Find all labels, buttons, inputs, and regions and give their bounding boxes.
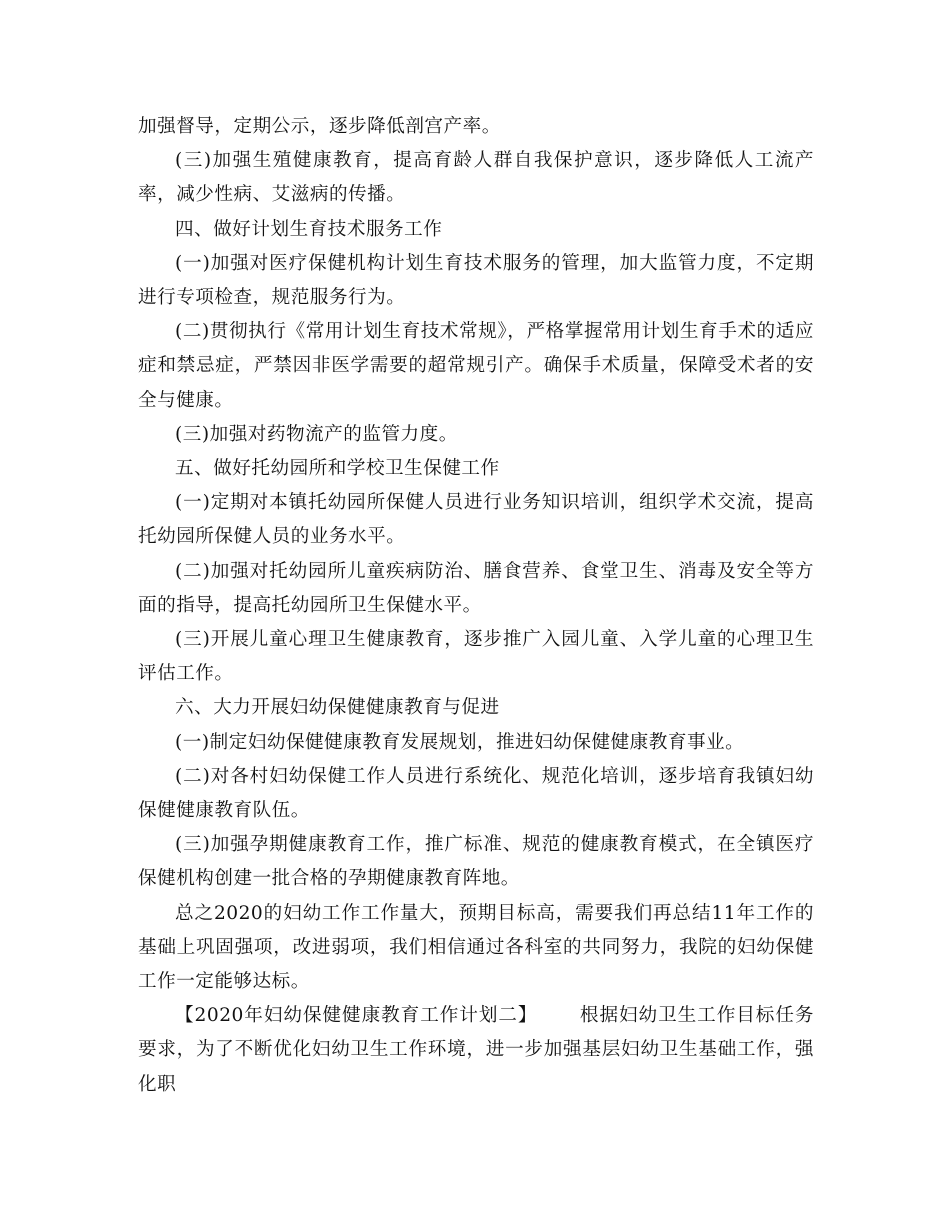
- paragraph-6-3: (三)加强孕期健康教育工作，推广标准、规范的健康教育模式，在全镇医疗保健机构创建一批合格的孕期健康教育阵地。: [138, 834, 814, 890]
- paragraph-6-2: (二)对各村妇幼保健工作人员进行系统化、规范化培训，逐步培育我镇妇幼保健健康教育队伍。: [138, 765, 814, 822]
- paragraph-5-3: (三)开展儿童心理卫生健康教育，逐步推广入园儿童、入学儿童的心理卫生评估工作。: [138, 629, 814, 685]
- plan-two-paragraph: [138, 999, 814, 1102]
- paragraph-1: 加强督导，定期公示，逐步降低剖宫产率。: [138, 116, 501, 137]
- section-heading-5: 五、做好托幼园所和学校卫生保健工作: [175, 458, 500, 480]
- document-page: [138, 110, 814, 1102]
- summary-paragraph: 总之2020的妇幼工作工作量大，预期目标高，需要我们再总结11年工作的基础上巩固强项，改进弱项，我们相信通过各科室的共同努力，我院的妇幼保健工作一定能够达标。: [138, 902, 814, 993]
- plan-two-body: 根据妇幼卫生工作目标任务要求，为了不断优化妇幼卫生工作环境，进一步加强基层妇幼卫生基础工作，强化职: [138, 1005, 814, 1095]
- paragraph-4-3: (三)加强对药物流产的监管力度。: [175, 423, 458, 445]
- section-heading-6: 六、大力开展妇幼保健健康教育与促进: [175, 697, 500, 719]
- paragraph-5-2: (二)加强对托幼园所儿童疾病防治、膳食营养、食堂卫生、消毒及安全等方面的指导，提高托幼园所卫生保健水平。: [138, 560, 814, 616]
- paragraph-6-1: (一)制定妇幼保健健康教育发展规划，推进妇幼保健健康教育事业。: [175, 731, 745, 753]
- paragraph-2: (三)加强生殖健康教育，提高育龄人群自我保护意识，逐步降低人工流产率，减少性病、艾滋病的传播。: [138, 150, 814, 206]
- paragraph-4-1: (一)加强对医疗保健机构计划生育技术服务的管理，加大监管力度，不定期进行专项检查，规范服务行为。: [138, 252, 814, 309]
- paragraph-5-1: (一)定期对本镇托幼园所保健人员进行业务知识培训，组织学术交流，提高托幼园所保健人员的业务水平。: [138, 492, 814, 548]
- plan-two-heading: 【2020年妇幼保健健康教育工作计划二】: [175, 1005, 538, 1027]
- section-heading-4: 四、做好计划生育技术服务工作: [175, 218, 443, 240]
- paragraph-4-2: (二)贯彻执行《常用计划生育技术常规》，严格掌握常用计划生育手术的适应症和禁忌症，严禁因非医学需要的超常规引产。确保手术质量，保障受术者的安全与健康。: [138, 321, 814, 411]
